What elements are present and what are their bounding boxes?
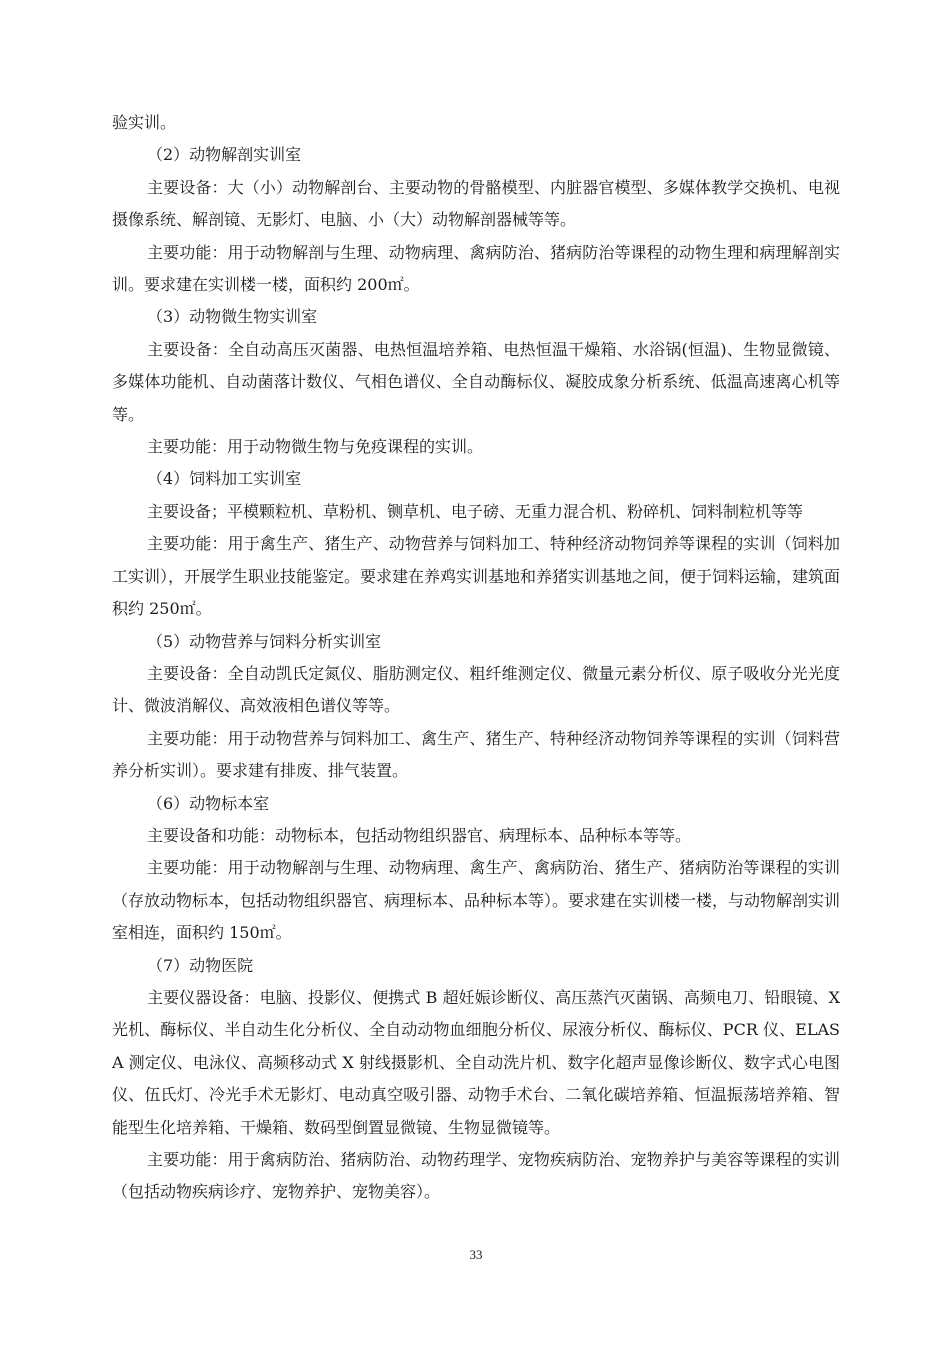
- paragraph-nutrition-function: 主要功能：用于动物营养与饲料加工、禽生产、猪生产、特种经济动物饲养等课程的实训（饲料营养分析实训）。要求建有排废、排气装置。: [112, 728, 840, 781]
- paragraph-microbiology-equipment: 主要设备：全自动高压灭菌器、电热恒温培养箱、电热恒温干燥箱、水浴锅(恒温)、生物显微镜、多媒体功能机、自动菌落计数仪、气相色谱仪、全自动酶标仪、凝胶成象分析系统、低温高速离心机等等。: [112, 339, 840, 424]
- paragraph-continuation: 验实训。: [112, 113, 177, 132]
- paragraph-dissection-function: 主要功能：用于动物解剖与生理、动物病理、禽病防治、猪病防治等课程的动物生理和病理解剖实训。要求建在实训楼一楼，面积约 200㎡。: [112, 242, 840, 295]
- page-number: 33: [469, 1247, 483, 1262]
- paragraph-feed-processing-equipment: 主要设备；平模颗粒机、草粉机、铡草机、电子磅、无重力混合机、粉碎机、饲料制粒机等等: [147, 501, 804, 521]
- paragraph-microbiology-function: 主要功能：用于动物微生物与免疫课程的实训。: [147, 437, 484, 457]
- section-heading-dissection-lab: （2）动物解剖实训室: [147, 145, 302, 165]
- paragraph-feed-processing-function: 主要功能：用于禽生产、猪生产、动物营养与饲料加工、特种经济动物饲养等课程的实训（饲料加工实训），开展学生职业技能鉴定。要求建在养鸡实训基地和养猪实训基地之间，便于饲料运输，建筑面积约 250㎡。: [112, 534, 841, 619]
- section-heading-animal-hospital: （7）动物医院: [147, 955, 254, 975]
- section-heading-specimen-room: （6）动物标本室: [147, 793, 270, 813]
- section-heading-feed-processing-lab: （4）饲料加工实训室: [147, 469, 302, 489]
- paragraph-hospital-function: 主要功能：用于禽病防治、猪病防治、动物药理学、宠物疾病防治、宠物养护与美容等课程的实训（包括动物疾病诊疗、宠物养护、宠物美容）。: [112, 1150, 840, 1202]
- paragraph-specimen-equipment: 主要设备和功能：动物标本，包括动物组织器官、病理标本、品种标本等等。: [147, 825, 692, 845]
- section-heading-microbiology-lab: （3）动物微生物实训室: [147, 307, 318, 327]
- paragraph-nutrition-equipment: 主要设备：全自动凯氏定氮仪、脂肪测定仪、粗纤维测定仪、微量元素分析仪、原子吸收分光光度计、微波消解仪、高效液相色谱仪等等。: [112, 663, 840, 716]
- section-heading-nutrition-lab: （5）动物营养与饲料分析实训室: [147, 631, 382, 651]
- document-body: [112, 107, 840, 1209]
- paragraph-hospital-equipment: 主要仪器设备：电脑、投影仪、便携式 B 超妊娠诊断仪、高压蒸汽灭菌锅、高频电刀、铅眼镜、X 光机、酶标仪、半自动生化分析仪、全自动动物血细胞分析仪、尿液分析仪、酶标仪、PCR 仪、ELASA 测定仪、电泳仪、高频移动式 X 射线摄影机、全自动洗片机、数字化超声显像诊断仪、数字式心电图仪、伍氏灯、冷光手术无影灯、电动真空吸引器、动物手术台、二氧化碳培养箱、恒温振荡培养箱、智能型生化培养箱、干燥箱、数码型倒置显微镜、生物显微镜等。: [112, 987, 840, 1137]
- paragraph-specimen-function: 主要功能：用于动物解剖与生理、动物病理、禽生产、禽病防治、猪生产、猪病防治等课程的实训（存放动物标本，包括动物组织器官、病理标本、品种标本等）。要求建在实训楼一楼，与动物解剖实训室相连，面积约 150㎡。: [112, 858, 841, 943]
- paragraph-dissection-equipment: 主要设备：大（小）动物解剖台、主要动物的骨骼模型、内脏器官模型、多媒体教学交换机、电视摄像系统、解剖镜、无影灯、电脑、小（大）动物解剖器械等等。: [112, 177, 840, 230]
